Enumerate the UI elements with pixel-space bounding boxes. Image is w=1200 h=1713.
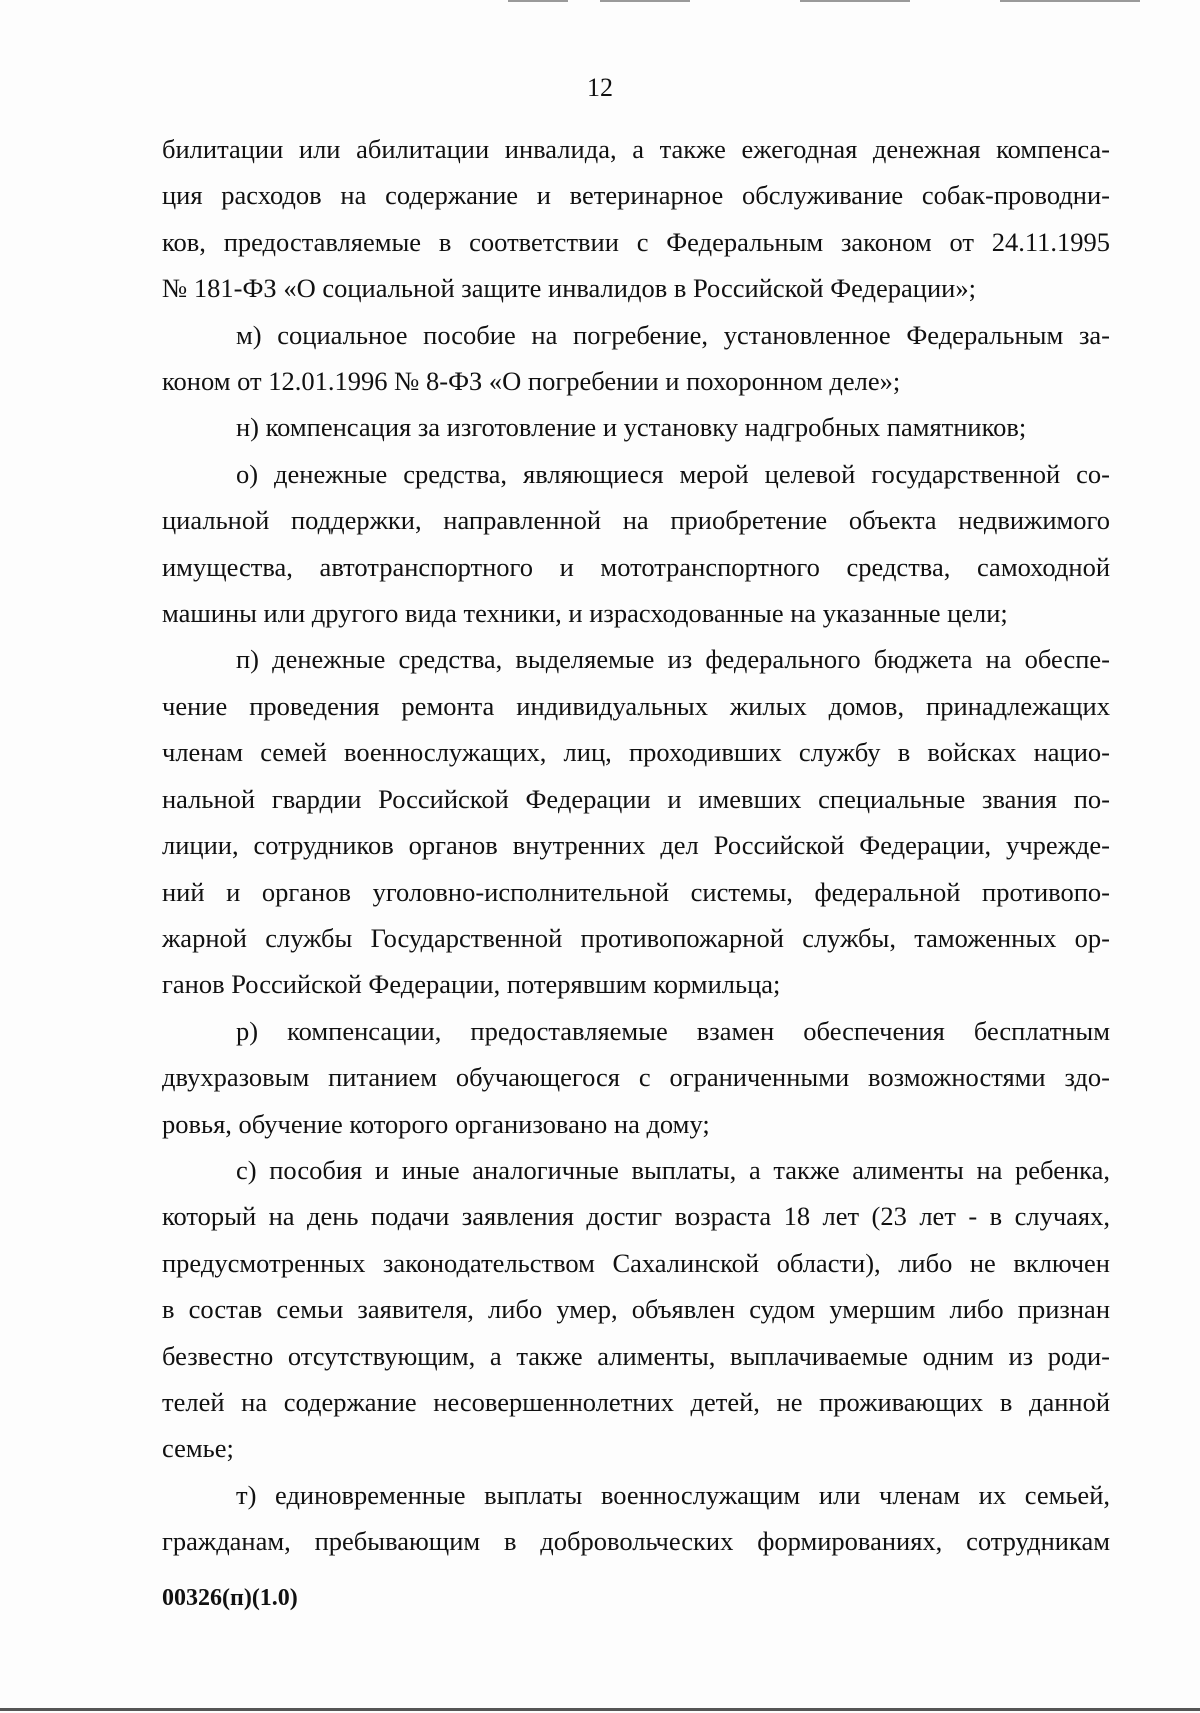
text-line: ровья, обучение которого организовано на дому;	[162, 1108, 710, 1139]
text-line: нальной гвардии Российской Федерации и имевших специальные звания по-	[162, 783, 1110, 814]
text-line: о) денежные средства, являющиеся мерой целевой государственной со-	[236, 458, 1110, 489]
text-line: п) денежные средства, выделяемые из федерального бюджета на обеспе-	[236, 644, 1110, 675]
scan-artifact-line	[600, 0, 690, 2]
scan-border-line	[0, 1708, 1200, 1711]
scan-artifact-line	[508, 0, 568, 2]
text-line: безвестно отсутствующим, а также алименты, выплачиваемые одним из роди-	[162, 1340, 1110, 1371]
text-line: ция расходов на содержание и ветеринарное обслуживание собак-проводни-	[162, 180, 1110, 211]
text-line: чение проведения ремонта индивидуальных жилых домов, принадлежащих	[162, 690, 1110, 721]
text-line: коном от 12.01.1996 № 8-ФЗ «О погребении и похоронном деле»;	[162, 366, 901, 397]
text-line: н) компенсация за изготовление и установку надгробных памятников;	[236, 412, 1027, 443]
text-line: гражданам, пребывающим в добровольческих формированиях, сотрудникам	[162, 1526, 1110, 1557]
scan-artifact-line	[1000, 0, 1140, 2]
document-body	[162, 126, 1110, 1565]
text-line: жарной службы Государственной противопожарной службы, таможенных ор-	[162, 922, 1110, 953]
text-line: членам семей военнослужащих, лиц, проходивших службу в войсках нацио-	[162, 737, 1110, 768]
text-line: ний и органов уголовно-исполнительной системы, федеральной противопо-	[162, 876, 1110, 907]
text-line: имущества, автотранспортного и мототранспортного средства, самоходной	[162, 551, 1110, 582]
text-line: предусмотренных законодательством Сахалинской области), либо не включен	[162, 1247, 1110, 1278]
text-line: билитации или абилитации инвалида, а также ежегодная денежная компенса-	[162, 134, 1110, 164]
document-code: 00326(п)(1.0)	[162, 1585, 298, 1611]
text-line: р) компенсации, предоставляемые взамен обеспечения бесплатным	[236, 1015, 1110, 1046]
text-line: в состав семьи заявителя, либо умер, объявлен судом умершим либо признан	[162, 1294, 1110, 1325]
text-line: м) социальное пособие на погребение, установленное Федеральным за-	[236, 319, 1110, 350]
scan-artifact-line	[800, 0, 910, 2]
text-line: т) единовременные выплаты военнослужащим или членам их семьей,	[236, 1479, 1110, 1510]
text-line: телей на содержание несовершеннолетних детей, не проживающих в данной	[162, 1386, 1110, 1417]
text-line: ганов Российской Федерации, потерявшим кормильца;	[162, 969, 781, 1000]
text-line: лиции, сотрудников органов внутренних дел Российской Федерации, учрежде-	[162, 830, 1110, 861]
page-number: 12	[587, 73, 613, 102]
text-line: который на день подачи заявления достиг возраста 18 лет (23 лет - в случаях,	[162, 1201, 1110, 1232]
text-line: ков, предоставляемые в соответствии с Федеральным законом от 24.11.1995	[162, 226, 1110, 257]
text-line: циальной поддержки, направленной на приобретение объекта недвижимого	[162, 505, 1110, 536]
text-line: № 181-ФЗ «О социальной защите инвалидов в Российской Федерации»;	[162, 273, 976, 304]
text-line: с) пособия и иные аналогичные выплаты, а также алименты на ребенка,	[236, 1154, 1110, 1185]
text-line: двухразовым питанием обучающегося с ограниченными возможностями здо-	[162, 1062, 1110, 1093]
text-line: семье;	[162, 1433, 234, 1464]
text-line: машины или другого вида техники, и израсходованные на указанные цели;	[162, 598, 1008, 629]
